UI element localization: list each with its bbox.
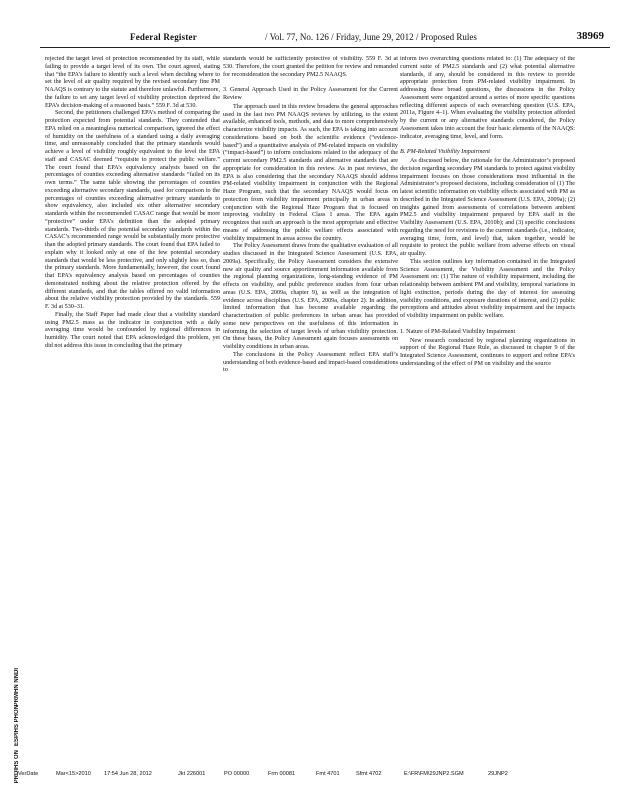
paragraph: New research conducted by regional planning organizations in support of the Regional Haze Rule, as discussed in chapter 9 of the Integrated Science Assessment, continues to support and refine EPA’s understanding of the effect of PM on visibility and the source [400, 337, 575, 367]
footer-fmt: Fmt 4701 [316, 771, 340, 777]
footer-sfmt: Sfmt 4702 [356, 771, 382, 777]
paragraph: standards would be sufficiently protective of visibility. 559 F. 3d at 530. Therefore, the court granted the petition for review and remanded for reconsideration the secondary PM2.5 NAAQS. [223, 56, 398, 78]
paragraph: rejected the target level of protection recommended by its staff, while failing to provide a target level of its own. The court agreed, stating that “the EPA’s failure to identify such a level when deciding where to set the level of air quality required by the revised secondary fine PM NAAQS is contrary to the statute and therefore unlawful. Furthermore, the failure to set any target level of visibility protection deprived the EPA’s decision-making of a reasoned basis.” 559 F. 3d at 530. [45, 56, 220, 109]
footer-time: 17:54 Jun 28, 2012 [104, 771, 152, 777]
footer-date-code: Mar<15>2010 [56, 771, 91, 777]
footer-verdate: VerDate [18, 771, 39, 777]
margin-mark: PRMHN NNDI [14, 668, 20, 707]
subsection-heading: 1. Nature of PM-Related Visibility Impairment [400, 328, 516, 335]
paragraph: The conclusions in the Policy Assessment reflect EPA staff’s understanding of both evidence-based and impact-based considerations to [223, 351, 398, 374]
text-column-3 [400, 56, 575, 762]
footer-frm: Frm 00081 [268, 771, 296, 777]
paragraph: As discussed below, the rationale for the Administrator’s proposed decision regarding secondary PM standards to protect against visibility impairment focuses on those considerations most influential in the Administrator’s proposed decisions, including consideration of (1) The latest scientific information on visibility effects associated with PM as described in the Integrated Science Assessment (U.S. EPA, 2009a); (2) insights gained from assessments of correlations between ambient PM2.5 and visibility impairment prepared by EPA staff in the Visibility Assessment (U.S. EPA, 2010b); and (3) specific conclusions regarding the need for revisions to the current standards (i.e., indicator, averaging time, form, and level) that, taken together, would be requisite to protect the public welfare from adverse effects on visual air quality. [400, 158, 575, 257]
footer-file: E:\FR\FM\29JNP2.SGM [404, 771, 464, 777]
footer-po: PO 00000 [224, 771, 250, 777]
page-number: 38969 [576, 30, 604, 42]
paragraph: Finally, the Staff Paper had made clear that a visibility standard using PM2.5 mass as the indicator in conjunction with a daily averaging time would be confounded by regional differences in humidity. The court noted that EPA acknowledged this problem, yet did not address this issue in concluding that the primary [45, 311, 220, 349]
spacer [400, 141, 575, 146]
footer-code: 29JNP2 [488, 771, 508, 777]
paragraph: Second, the petitioners challenged EPA’s method of comparing the protection expected from potential standards. They contended that EPA relied on a meaningless numerical comparison, ignored the effect of humidity on the usefulness of a standard using a daily averaging time, and unreasonably concluded that the primary standards would achieve a level of visibility roughly equivalent to the level the EPA staff and CASAC deemed “requisite to protect the public welfare.” The court found that EPA’s equivalency analysis based on the percentages of counties exceeding alternative standards “failed on its own terms.” The same table showing the percentages of counties exceeding alternative secondary standards, used for comparison to the percentages of counties exceeding alternative primary standards to show equivalency, also included six other alternative secondary standards within the recommended CASAC range that would be more “protective” under EPA’s definition than the adopted primary standards. Two-thirds of the potential secondary standards within the CASAC’s recommended range would be substantially more protective than the adopted primary standards. The court found that EPA failed to explain why it looked only at one of the few potential secondary standards that would be less protective, and only slightly less so, than the primary standards. More fundamentally, however, the court found that EPA’s equivalency analysis based on percentages of counties demonstrated nothing about the relative protection offered by the different standards, and that the tables offered no valid information about the relative visibility protection provided by the standards. 559 F. 3d at 530–31. [45, 110, 220, 310]
publication-title: Federal Register [130, 32, 197, 42]
page-footer [18, 769, 608, 781]
section-heading: B. PM-Related Visibility Impairment [400, 149, 490, 156]
margin-mark: ESPIHS PHON [14, 705, 20, 747]
spacer [400, 321, 575, 326]
paragraph: inform two overarching questions related to: (1) The adequacy of the current suite of PM2.5 standards and (2) what potential alternative standards, if any, should be considered in this review to provide appropriate protection from PM-related visibility impairment. In addressing these broad questions, the discussions in the Policy Assessment were organized around a series of more specific questions reflecting different aspects of each overarching question (U.S. EPA, 2011a, Figure 4–1). When evaluating the visibility protection afforded by the current or any alternative standards considered, the Policy Assessment takes into account the four basic elements of the NAAQS: indicator, averaging time, level, and form. [400, 56, 575, 140]
text-column-2 [223, 56, 398, 762]
paragraph: The Policy Assessment draws from the qualitative evaluation of all studies discussed in the Integrated Science Assessment (U.S. EPA, 2009a). Specifically, the Policy Assessment considers the extensive new air quality and source apportionment information available from the regional planning organizations, long-standing evidence of PM effects on visibility, and public preference studies from four urban areas (U.S. EPA, 2009a, chapter 9), as well as the integration of evidence across disciplines (U.S. EPA, 2009a, chapter 2). In addition, limited information that has become available regarding the characterization of public preferences in urban areas has provided some new perspectives on the usefulness of this information in informing the selection of target levels of urban visibility protection. On these bases, the Policy Assessment again focuses assessments on visibility conditions in urban areas. [223, 243, 398, 350]
issue-line: / Vol. 77, No. 126 / Friday, June 29, 2012 / Proposed Rules [265, 32, 477, 42]
header-rule [40, 47, 610, 48]
page-header [40, 30, 610, 46]
text-column-1 [45, 56, 220, 762]
section-heading: 3. General Approach Used in the Policy Assessment for the Current Review [223, 87, 398, 101]
margin-mark: PRDIHS ON [14, 750, 20, 784]
footer-jkt: Jkt 226001 [178, 771, 206, 777]
paragraph: The approach used in this review broadens the general approaches used in the last two PM NAAQS reviews by utilizing, to the extent available, enhanced tools, methods, and data to more comprehensively characterize visibility impacts. As such, the EPA is taking into account considerations based on both the scientific evidence (“evidence-based”) and a quantitative analysis of PM-related impacts on visibility (“impact-based”) to inform conclusions related to the adequacy of the current secondary PM2.5 standards and alternative standards that are appropriate for consideration in this review. As in past reviews, the EPA is also considering that the secondary NAAQS should address PM-related visibility impairment in conjunction with the Regional Haze Program, such that the secondary NAAQS would focus on protection from visibility impairment principally in urban areas in conjunction with the Regional Haze Program that is focused on improving visibility in Federal Class I areas. The EPA again recognizes that such an approach is the most appropriate and effective means of addressing the public welfare effects associated with visibility impairment in areas across the country. [223, 103, 398, 242]
spacer [223, 79, 398, 84]
paragraph: This section outlines key information contained in the Integrated Science Assessment, the Visibility Assessment and the Policy Assessment on: (1) The nature of visibility impairment, including the relationship between ambient PM and visibility, temporal variations in light extinction, periods during the day of interest for assessing visibility conditions, and exposure durations of interest, and (2) public perceptions and attitudes about visibility impairment and the impacts of visibility impairment on public welfare. [400, 258, 575, 319]
